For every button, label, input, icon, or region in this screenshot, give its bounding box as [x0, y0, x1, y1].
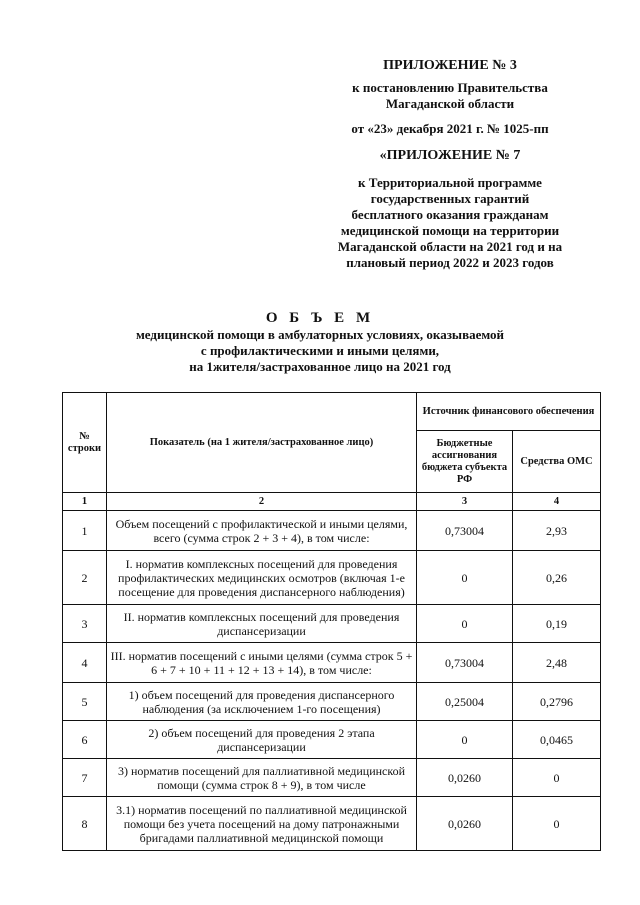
- row-oms-value: 0: [513, 797, 601, 851]
- appendix-number: ПРИЛОЖЕНИЕ № 3: [383, 58, 517, 73]
- table-row: [63, 605, 601, 643]
- column-number: 1: [63, 493, 107, 511]
- row-number: 1: [63, 511, 107, 551]
- row-budget-value: 0,73004: [417, 643, 513, 683]
- title-line-1: медицинской помощи в амбулаторных условиях, оказываемой: [135, 327, 505, 342]
- row-number: 3: [63, 605, 107, 643]
- header-budget: Бюджетные ассигнования бюджета субъекта РФ: [417, 431, 513, 493]
- region-name: Магаданской области: [385, 96, 515, 111]
- row-oms-value: 2,48: [513, 643, 601, 683]
- row-budget-value: 0,25004: [417, 683, 513, 721]
- column-number: 4: [513, 493, 601, 511]
- header-row-number: № строки: [63, 393, 107, 493]
- row-oms-value: 0: [513, 759, 601, 797]
- row-indicator: 2) объем посещений для проведения 2 этапа диспансеризации: [107, 721, 417, 759]
- table-row: [63, 511, 601, 551]
- row-budget-value: 0: [417, 605, 513, 643]
- row-indicator: Объем посещений с профилактической и иными целями, всего (сумма строк 2 + 3 + 4), в том числе:: [107, 511, 417, 551]
- row-number: 8: [63, 797, 107, 851]
- header-indicator: Показатель (на 1 жителя/застрахованное лицо): [107, 393, 417, 493]
- row-budget-value: 0: [417, 551, 513, 605]
- table-row: [63, 683, 601, 721]
- document-header: [300, 58, 600, 271]
- row-indicator: 1) объем посещений для проведения диспансерного наблюдения (за исключением 1-го посещения): [107, 683, 417, 721]
- row-number: 5: [63, 683, 107, 721]
- program-reference-6: плановый период 2022 и 2023 годов: [346, 255, 554, 270]
- row-budget-value: 0,0260: [417, 759, 513, 797]
- table-header-row: [63, 393, 601, 431]
- volume-table: [62, 392, 601, 851]
- row-budget-value: 0,73004: [417, 511, 513, 551]
- decree-date: от «23» декабря 2021 г. № 1025-пп: [351, 121, 549, 136]
- program-reference-4: медицинской помощи на территории: [340, 223, 560, 238]
- program-reference-1: к Территориальной программе: [358, 175, 542, 190]
- row-number: 4: [63, 643, 107, 683]
- title-word: О Б Ъ Е М: [265, 310, 375, 326]
- decree-reference: к постановлению Правительства: [352, 80, 548, 95]
- row-budget-value: 0,0260: [417, 797, 513, 851]
- row-indicator: 3) норматив посещений для паллиативной медицинской помощи (сумма строк 8 + 9), в том числе: [107, 759, 417, 797]
- row-indicator: I. норматив комплексных посещений для проведения профилактических медицинских осмотров (включая 1-е посещение для проведения диспансерного наблюдения): [107, 551, 417, 605]
- row-number: 7: [63, 759, 107, 797]
- table-row: [63, 797, 601, 851]
- table-row: [63, 759, 601, 797]
- program-reference-3: бесплатного оказания гражданам: [351, 207, 549, 222]
- row-indicator: 3.1) норматив посещений по паллиативной медицинской помощи без учета посещений на дому патронажными бригадами паллиативной медицинской помощи: [107, 797, 417, 851]
- row-oms-value: 2,93: [513, 511, 601, 551]
- row-number: 2: [63, 551, 107, 605]
- row-oms-value: 0,26: [513, 551, 601, 605]
- row-oms-value: 0,19: [513, 605, 601, 643]
- header-source: Источник финансового обеспечения: [417, 393, 601, 431]
- row-indicator: II. норматив комплексных посещений для проведения диспансеризации: [107, 605, 417, 643]
- title-line-2: с профилактическими и иными целями,: [200, 343, 440, 358]
- table-row: [63, 721, 601, 759]
- document-title: [0, 309, 640, 375]
- row-number: 6: [63, 721, 107, 759]
- program-reference-5: Магаданской области на 2021 год и на: [337, 239, 563, 254]
- row-oms-value: 0,0465: [513, 721, 601, 759]
- header-oms: Средства ОМС: [513, 431, 601, 493]
- table-row: [63, 551, 601, 605]
- row-oms-value: 0,2796: [513, 683, 601, 721]
- column-number-row: [63, 493, 601, 511]
- column-number: 3: [417, 493, 513, 511]
- table-row: [63, 643, 601, 683]
- row-indicator: III. норматив посещений с иными целями (сумма строк 5 + 6 + 7 + 10 + 11 + 12 + 13 + 14), в том числе:: [107, 643, 417, 683]
- row-budget-value: 0: [417, 721, 513, 759]
- column-number: 2: [107, 493, 417, 511]
- appendix-7-title: «ПРИЛОЖЕНИЕ № 7: [379, 148, 521, 163]
- title-line-3: на 1жителя/застрахованное лицо на 2021 год: [189, 359, 451, 374]
- program-reference-2: государственных гарантий: [370, 191, 530, 206]
